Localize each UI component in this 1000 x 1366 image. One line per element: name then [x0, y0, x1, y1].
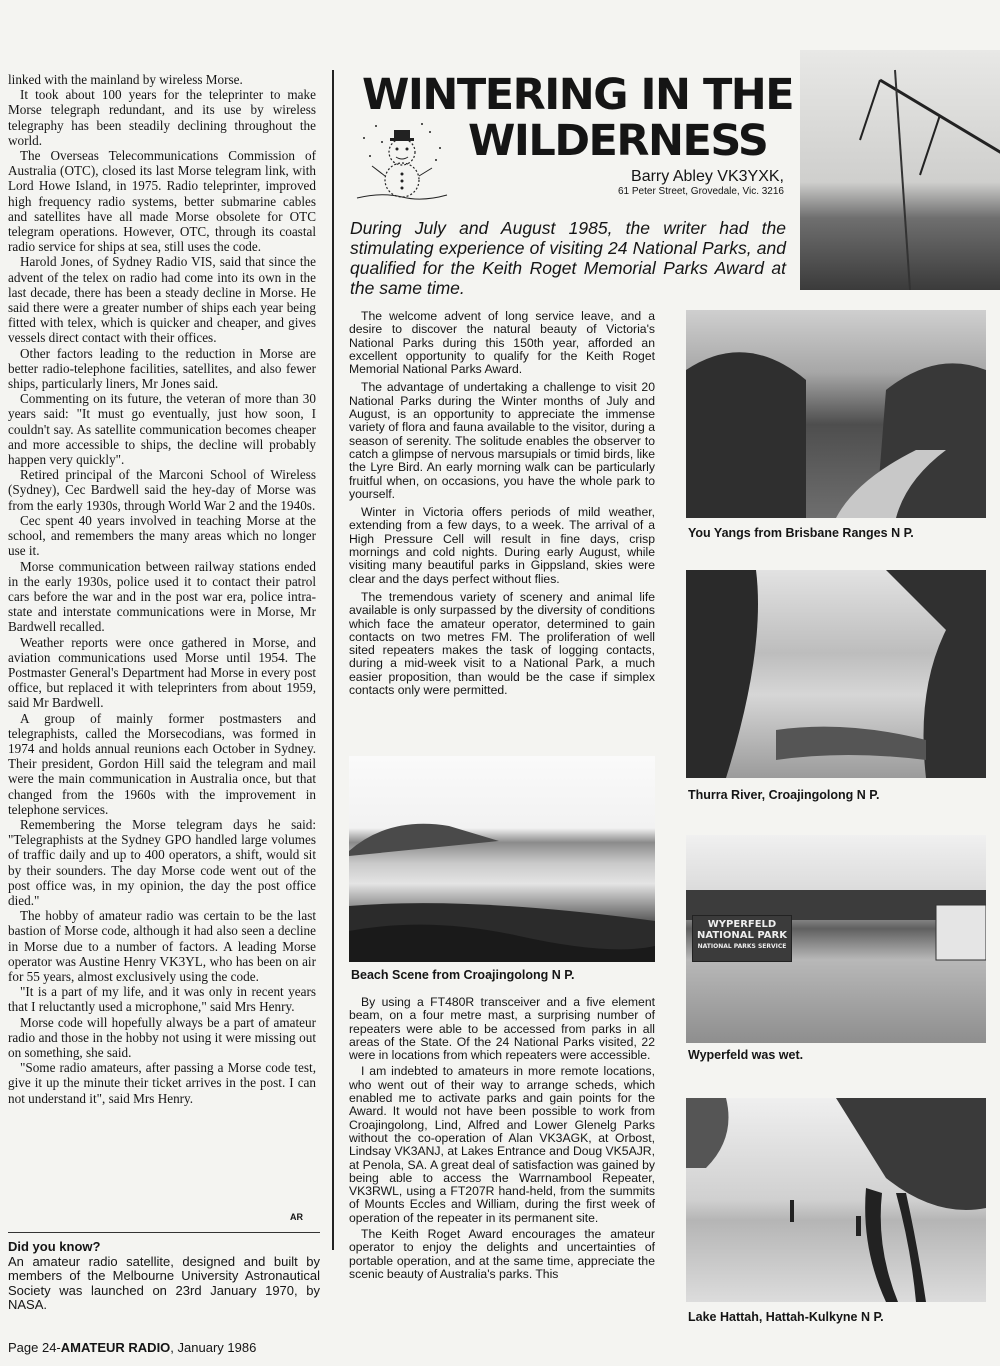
paragraph: Harold Jones, of Sydney Radio VIS, said that since the advent of the telex on radio had come into its own in the last decade, there has been a steady decline in Morse. He said there were a greater number of ships each year being fitted with telex, which is quicker and cheaper, and gives vessels direct contact with their offices.	[8, 254, 316, 346]
author-address: 61 Peter Street, Grovedale, Vic. 3216	[617, 186, 784, 197]
author-block	[560, 168, 784, 197]
did-you-know-text: An amateur radio satellite, designed and built by members of the Melbourne University Astronautical Society was launched on 23rd January 1970, by NASA.	[8, 1253, 320, 1312]
beach-landscape	[349, 756, 655, 962]
paragraph: It took about 100 years for the teleprinter to make Morse telegraph redundant, and its use by wireless telegraphy has been steadily declining throughout the world.	[8, 87, 316, 148]
paragraph: Morse communication between railway stations ended in the early 1930s, police used it to contact their patrol cars before the war and in the post war era, police intra-state and interstate communications were in Morse, Mr Bardwell recalled.	[8, 558, 316, 635]
photo-wyperfeld	[686, 835, 986, 1043]
author-name: Barry Abley VK3YXK,	[631, 168, 784, 185]
paragraph: The welcome advent of long service leave, and a desire to discover the natural beauty of Victoria's National Parks during this 150th year, afforded an excellent opportunity to qualify for the Keith Roget Memorial National Parks Award.	[349, 309, 655, 377]
caption-beach: Beach Scene from Croajingolong N P.	[351, 968, 575, 982]
left-column-article	[8, 72, 316, 1106]
divider	[8, 1232, 320, 1233]
sign-line3: NATIONAL PARKS SERVICE	[697, 943, 787, 950]
footer-magazine: AMATEUR RADIO	[60, 1340, 171, 1355]
paragraph: Commenting on its future, the veteran of more than 30 years said: "It must go eventually, just how soon, I couldn't say. As satellite communication becomes cheaper and more accessible to ships, the decline will probably happen very quickly".	[8, 391, 316, 468]
road-landscape	[686, 310, 986, 518]
paragraph: Other factors leading to the reduction in Morse are better radio-telephone facilities, satellites, and also fewer ships, particularly liners, Mr Jones said.	[8, 345, 316, 392]
lake-landscape	[686, 1098, 986, 1302]
paragraph: Retired principal of the Marconi School of Wireless (Sydney), Cec Bardwell said the hey-day of Morse was from the early 1930s, through World War 2 and the 1940s.	[8, 467, 316, 513]
caption-thurra-river: Thurra River, Croajingolong N P.	[688, 788, 880, 802]
photo-thurra-river	[686, 570, 986, 778]
park-sign	[692, 915, 792, 962]
did-you-know-title: Did you know?	[8, 1239, 101, 1254]
paragraph: Cec spent 40 years involved in teaching Morse at the school, and remembers the many areas which no longer use it.	[8, 512, 316, 559]
antenna-icon	[800, 50, 1000, 290]
paragraph: The hobby of amateur radio was certain to be the last bastion of Morse code, although it had also seen a decline in Morse due to a number of factors. A leading Morse operator was Austine Henry VK3YL, who has been on air for 55 years, almost exclusively using the code.	[8, 908, 316, 984]
sign-line2: NATIONAL PARK	[697, 930, 787, 941]
caption-wyperfeld: Wyperfeld was wet.	[688, 1048, 804, 1062]
paragraph: "Some radio amateurs, after passing a Morse code test, give it up the minute their ticket arrives in the post. I can not understand it", said Mrs Henry.	[8, 1060, 316, 1106]
paragraph: "It is a part of my life, and it was only in recent years that I reluctantly used a microphone," said Mrs Henry.	[8, 984, 316, 1015]
did-you-know-box	[8, 1240, 320, 1313]
paragraph: Weather reports were once gathered in Morse, and aviation communications used Morse until 1954. The Postmaster General's Department had Morse in every post office, but replaced it with teleprinters from about 1959, said Mr Bardwell.	[8, 634, 316, 711]
paragraph: linked with the mainland by wireless Morse.	[8, 72, 243, 87]
page-footer	[8, 1340, 256, 1355]
paragraph: The Keith Roget Award encourages the amateur operator to enjoy the delights and uncertainties of portable operation, and at the same time, appreciate the scenic beauty of Australia's parks. This	[349, 1227, 655, 1281]
snowman-illustration	[352, 118, 450, 200]
article-title-line2: WILDERNESS	[468, 116, 768, 166]
column-divider	[332, 70, 334, 1250]
paragraph: The Overseas Telecommunications Commission of Australia (OTC), closed its last Morse telegram link, with Lord Howe Island, in 1975. Radio teleprinter, improved high frequency radio systems, better submarine cables and satellites have all made Morse obsolete for OTC telegram operations. However, OTC, through its coastal radio service for ships at sea, still uses the code.	[8, 148, 316, 255]
footer-page: Page 24-	[8, 1340, 61, 1355]
caption-lake-hattah: Lake Hattah, Hattah-Kulkyne N P.	[688, 1310, 884, 1324]
paragraph: A group of mainly former postmasters and telegraphists, called the Morsecodians, was formed in 1974 and holds annual reunions each October in Sydney. Their president, Gordon Hill said the telegram and mail were the main communication in Australia once, but that changed from the 1960s with the improvement in telephone services.	[8, 710, 316, 817]
article-body-part1	[349, 310, 655, 702]
caption-you-yangs: You Yangs from Brisbane Ranges N P.	[688, 526, 914, 540]
paragraph: The advantage of undertaking a challenge to visit 20 National Parks during the Winter months of July and August, is an opportunity to appreciate the immense variety of flora and fauna available to the visitor, during a season of serenity. The solitude enables the observer to catch a glimpse of nervous marsupials or timid birds, like the Lyre Bird. An early morning walk can be particularly fruitful when, on occasions, you have the whole park to yourself.	[349, 380, 655, 501]
photo-you-yangs	[686, 310, 986, 518]
footer-date: , January 1986	[170, 1340, 257, 1355]
paragraph: Morse code will hopefully always be a part of amateur radio and those in the hobby not using it were missing out on something, she said.	[8, 1014, 316, 1060]
paragraph: Winter in Victoria offers periods of mild weather, extending from a few days, to a week. The arrival of a High Pressure Cell will result in fine days, crisp mornings and cold nights. During early August, while visiting many beautiful parks in Gippsland, skies were clear and the days perfect without flies.	[349, 505, 655, 586]
article-intro: During July and August 1985, the writer had the stimulating experience of visiting 24 National Parks, and qualified for the Keith Roget Memorial Parks Award at the same time.	[350, 218, 786, 298]
paragraph: Remembering the Morse telegram days he said: "Telegraphists at the Sydney GPO handled large volumes of traffic daily and up to 400 operators, a shift, would sit by their sounders. The day Morse code went out of the post office was, in my opinion, the day the post office died."	[8, 816, 316, 908]
paragraph: I am indebted to amateurs in more remote locations, who went out of their way to arrange scheds, which enabled me to activate parks and gain points for the Award. It would not have been possible to work from Croajingolong, Lind, Alfred and Lower Glenelg Parks without the co-operation of Alan VK3AGK, at Orbost, Lindsay VK3ANJ, at Lakes Entrance and Doug VK5AJR, at Penola, SA. A great deal of satisfaction was gained by being able to access the Warrnambool Repeater, VK3RWL, using a FT207R hand-held, from the summits of Mounts Eccles and William, during the first week of operation of the repeater in its permanent site.	[349, 1064, 655, 1225]
paragraph: By using a FT480R transceiver and a five element beam, on a four metre mast, a surprising number of repeaters were able to be accessed from parks in all areas of the State. Of the 24 National Parks visited, 22 were in locations from which repeaters were accessible.	[349, 995, 655, 1063]
river-landscape	[686, 570, 986, 778]
end-mark: AR	[290, 1212, 303, 1222]
photo-lake-hattah	[686, 1098, 986, 1302]
photo-antenna	[800, 50, 1000, 290]
article-title-line1: WINTERING IN THE	[362, 70, 794, 120]
photo-beach	[349, 756, 655, 962]
article-body-part2	[349, 996, 655, 1284]
sign-line1: WYPERFELD	[707, 919, 777, 930]
paragraph: The tremendous variety of scenery and animal life available is only surpassed by the diversity of conditions which face the amateur operator, determined to gain contacts on two metres FM. The proliferation of well sited repeaters makes the task of logging contacts, during a mid-week visit to a National Park, a much easier proposition, than would be the case if simplex contacts only were permitted.	[349, 589, 655, 698]
